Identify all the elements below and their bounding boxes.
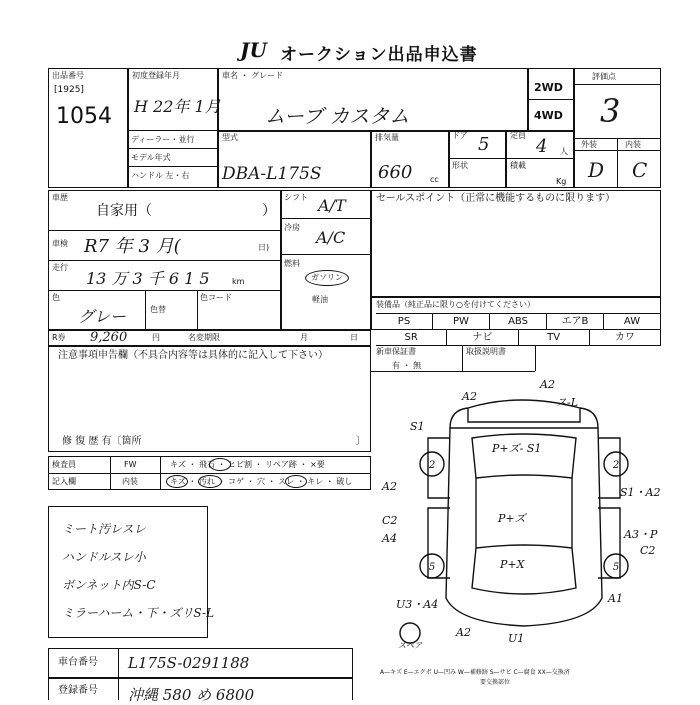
interior-label: 内装 [625,140,641,149]
mileage-label: 走行 [52,263,68,272]
plate-value: 沖縄 580 め 6800 [128,686,255,704]
registration-value: H 22年 1月 [134,97,221,116]
diag-label: A1 [608,592,623,605]
diag-label: ス-L [556,396,579,409]
circle-mark [285,475,307,488]
interior-inspect-label: 内装 [122,477,138,486]
exterior-grade: D [588,158,605,182]
name-change-label: 名変期限 [188,333,220,342]
color-value: グレー [78,307,127,326]
diag-label: S1 [410,420,425,433]
diag-label: S1・A2 [620,486,661,499]
capacity-value: 4 [536,136,548,157]
listing-number: 1054 [56,104,112,129]
legend-line-1: A—キズ E—エクボ U—凹み W—補修跡 S—サビ C—腐食 XX—交換済 [380,669,570,676]
tire-depth-fl: 2 [428,460,436,471]
tire-depth-rr: 5 [612,562,620,573]
inspector-label-1: 検査員 [52,460,76,469]
ac-value: A/C [316,228,346,247]
capacity-unit: 人 [560,147,568,156]
tire-depth-fr: 2 [612,460,620,471]
ju-logo: JU [240,38,267,62]
handwritten-note-4: ミラーハーム・下・ズリS-L [62,606,215,620]
equipment-item: TV [519,330,590,345]
form-title: オークション出品申込書 [280,45,478,65]
diag-label: P+ズ- S1 [492,442,542,455]
type-value: DBA-L175S [222,164,322,184]
grade-value: 3 [600,92,621,130]
inspection-value: R7 年 3 月( [84,236,181,257]
interior-items: キズ ・ 汚れ ・ コゲ ・ 穴 ・ スレ ・ キレ ・ 破し [170,477,353,486]
inspector-label-2: 記入欄 [52,477,76,486]
diag-label: P+X [500,558,525,571]
mileage-value: 13 万 3 千 6 1 5 [86,269,210,288]
usage-value: 自家用（ [96,203,152,219]
fuel-other: 軽油 [312,295,328,304]
weight-unit: Kg [556,177,567,186]
listing-sub-number: [1925] [54,85,84,95]
diag-label: A4 [382,532,397,545]
displacement-label: 排気量 [375,133,399,142]
model-label: 車名 ・ グレード [222,71,284,80]
diag-label: C2 [640,544,656,557]
equipment-item: SR [376,330,447,345]
usage-label: 車歴 [52,193,68,202]
equipment-item: AW [604,314,661,329]
diag-label: A2 [540,378,555,391]
grade-label: 評価点 [592,72,616,81]
equipment-table [376,313,661,345]
tire-depth-rl: 5 [428,562,436,573]
equipment-item: PW [433,314,490,329]
diag-label: U1 [508,632,525,645]
plate-label: 登録番号 [58,685,98,696]
inspection-day: 日) [258,243,270,252]
handwritten-note-3: ボンネット内S-C [62,578,156,592]
recycle-unit: 円 [152,333,160,342]
drive-2wd: 2WD [534,81,563,94]
equipment-item: ナビ [447,330,518,345]
fw-items: キズ ・ 飛石 ・ ヒビ割 ・ リペア跡 ・ ×要 [170,460,325,469]
diag-label: C2 [382,514,398,527]
interior-grade: C [632,158,648,182]
name-change-day: 日 [350,333,358,342]
registration-label: 初度登録年月 [132,71,180,80]
listing-number-label: 出品番号 [52,71,84,80]
notes-label: 注意事項申告欄（不具合内容等は具体的に記入して下さい） [58,350,328,361]
equipment-label: 装備品（純正品に限り○を付けてください） [376,300,535,309]
diag-label: スペア [398,641,422,650]
diag-label: A2 [462,390,477,403]
warranty-label: 新車保証書 [376,347,416,356]
name-change-month: 月 [300,333,308,342]
fw-label: FW [124,460,137,469]
recycle-label: R券 [52,333,66,342]
handwritten-note-1: ミート汚レスレ [62,522,146,536]
handle-label: ハンドル 左・右 [131,171,190,180]
dealer-label: ディーラー・並行 [131,135,195,144]
circle-mark [209,458,231,471]
diag-label: U3・A4 [396,598,439,611]
diag-label: A2 [382,480,397,493]
diag-label: P+ズ [498,512,526,525]
drive-4wd: 4WD [534,109,563,122]
inspection-label: 車検 [52,239,68,248]
color-code-label: 色コード [200,293,232,302]
repair-label: 修 復 歴 有〔箇所 [62,436,142,447]
displacement-value: 660 [378,162,413,183]
warranty-value: 有 ・ 無 [392,361,422,370]
ac-label: 冷房 [284,223,300,232]
shift-value: A/T [318,196,346,215]
fuel-selected: ガソリン [305,270,349,286]
fuel-label: 燃料 [284,259,300,268]
circle-mark [166,475,188,488]
equipment-item: ABS [490,314,547,329]
mileage-unit: km [232,277,245,286]
type-label: 型式 [222,133,238,142]
weight-label: 積載 [510,161,526,170]
color-label: 色 [52,293,60,302]
chassis-label: 車台番号 [58,657,98,668]
diag-label: A2 [456,626,471,639]
model-year-label: モデル年式 [131,153,171,162]
displacement-unit: cc [430,175,439,184]
car-damage-diagram [380,378,700,650]
handwritten-note-2: ハンドルスレ小 [62,550,146,564]
capacity-label: 定員 [510,131,526,140]
diag-label: A3・P [624,528,658,541]
model-value: ムーブ カスタム [265,104,410,128]
shape-label: 形状 [452,161,468,170]
equipment-item: エアB [547,314,604,329]
equipment-item: カワ [590,330,661,345]
repair-close: 〕 [356,436,366,447]
color-change-label: 色替 [150,305,166,314]
chassis-value: L175S-0291188 [128,654,250,672]
doors-label: ドア [452,131,468,140]
manual-label: 取扱説明書 [466,347,506,356]
sales-point-label: セールスポイント（正常に機能するものに限ります） [376,193,616,204]
circle-mark [198,475,222,488]
doors-value: 5 [478,134,490,155]
usage-close: ） [262,203,276,219]
legend-line-2: 要交換部位 [480,679,511,686]
recycle-value: 9,260 [90,330,128,345]
shift-label: シフト [284,193,308,202]
exterior-label: 外装 [581,140,597,149]
equipment-item: PS [376,314,433,329]
